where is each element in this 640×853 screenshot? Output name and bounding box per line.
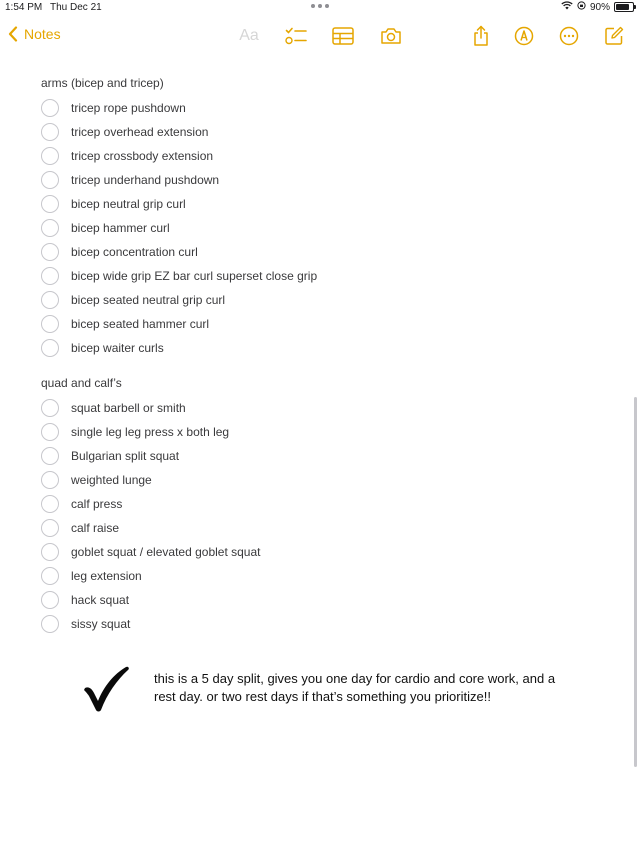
checkbox[interactable] <box>41 123 59 141</box>
checkbox[interactable] <box>41 591 59 609</box>
item-label: hack squat <box>71 593 130 607</box>
item-label: bicep concentration curl <box>71 245 198 259</box>
checkbox[interactable] <box>41 267 59 285</box>
status-indicators <box>561 1 634 13</box>
checklist-item <box>41 288 601 312</box>
checklist-item <box>41 516 601 540</box>
checkbox[interactable] <box>41 543 59 561</box>
checklist-item <box>41 420 601 444</box>
scrollbar[interactable] <box>634 397 637 767</box>
format-text-button[interactable] <box>237 24 261 48</box>
item-label: tricep underhand pushdown <box>71 173 220 187</box>
item-label: single leg leg press x both leg <box>71 425 230 439</box>
pen-tip-icon <box>514 26 534 46</box>
item-label: goblet squat / elevated goblet squat <box>71 545 261 559</box>
item-label: bicep waiter curls <box>71 341 164 355</box>
section-gap <box>41 360 601 374</box>
multitasking-dots-icon[interactable] <box>311 4 329 8</box>
checkbox[interactable] <box>41 615 59 633</box>
checklist-button[interactable] <box>284 24 308 48</box>
status-time: 1:54 PM <box>5 2 43 13</box>
item-label: bicep wide grip EZ bar curl superset close grip <box>71 269 318 283</box>
item-label: bicep neutral grip curl <box>71 197 186 211</box>
wifi-icon <box>561 1 573 13</box>
checklist-item <box>41 192 601 216</box>
ellipsis-circle-icon <box>559 26 579 46</box>
item-label: Bulgarian split squat <box>71 449 180 463</box>
checklist-item <box>41 120 601 144</box>
checkbox[interactable] <box>41 147 59 165</box>
orientation-lock-icon <box>577 1 586 13</box>
checkbox[interactable] <box>41 567 59 585</box>
toolbar <box>0 18 640 54</box>
item-label: calf raise <box>71 521 120 535</box>
status-date: Thu Dec 21 <box>50 2 102 13</box>
checkbox[interactable] <box>41 195 59 213</box>
chevron-left-icon <box>8 26 18 42</box>
item-label: tricep crossbody extension <box>71 149 214 163</box>
checkbox[interactable] <box>41 291 59 309</box>
checklist-item <box>41 240 601 264</box>
checklist-item <box>41 216 601 240</box>
checklist-item <box>41 264 601 288</box>
checkbox[interactable] <box>41 171 59 189</box>
item-label: calf press <box>71 497 123 511</box>
section-arms <box>41 74 601 360</box>
markup-button[interactable] <box>512 24 536 48</box>
table-icon <box>332 27 354 45</box>
checklist-item <box>41 492 601 516</box>
section-quad-calf <box>41 374 601 636</box>
new-note-button[interactable] <box>602 24 626 48</box>
checklist-icon <box>285 26 307 46</box>
back-label: Notes <box>24 26 61 42</box>
table-button[interactable] <box>331 24 355 48</box>
share-icon <box>472 25 490 47</box>
item-label: leg extension <box>71 569 142 583</box>
item-label: bicep seated neutral grip curl <box>71 293 226 307</box>
checklist-item <box>41 144 601 168</box>
checklist-item <box>41 312 601 336</box>
battery-icon <box>614 2 634 12</box>
checkmark-icon <box>80 664 132 714</box>
checklist-item <box>41 444 601 468</box>
item-label: tricep overhead extension <box>71 125 209 139</box>
format-text-label: Aa <box>239 27 259 44</box>
checkbox[interactable] <box>41 471 59 489</box>
checklist-item <box>41 540 601 564</box>
item-label: bicep hammer curl <box>71 221 170 235</box>
checkbox[interactable] <box>41 399 59 417</box>
checklist-item <box>41 612 601 636</box>
share-button[interactable] <box>469 24 493 48</box>
checklist-item <box>41 564 601 588</box>
caption-text: this is a 5 day split, gives you one day for cardio and core work, and a rest day. or two rest days if that’s something you prioritize!! <box>154 671 556 704</box>
back-button[interactable] <box>8 26 61 42</box>
checkbox[interactable] <box>41 243 59 261</box>
section-heading: arms (bicep and tricep) <box>41 76 164 90</box>
checklist-item <box>41 336 601 360</box>
checklist-item <box>41 96 601 120</box>
caption-overlay <box>80 664 556 724</box>
battery-percent: 90% <box>589 1 610 13</box>
checkbox[interactable] <box>41 99 59 117</box>
more-button[interactable] <box>557 24 581 48</box>
checkbox[interactable] <box>41 423 59 441</box>
compose-icon <box>604 26 624 46</box>
checkbox[interactable] <box>41 495 59 513</box>
camera-button[interactable] <box>379 24 403 48</box>
camera-icon <box>380 27 402 45</box>
checkbox[interactable] <box>41 447 59 465</box>
checkbox[interactable] <box>41 219 59 237</box>
item-label: tricep rope pushdown <box>71 101 186 115</box>
item-label: sissy squat <box>71 617 131 631</box>
checkbox[interactable] <box>41 315 59 333</box>
item-label: weighted lunge <box>71 473 152 487</box>
checkbox[interactable] <box>41 519 59 537</box>
checklist-item <box>41 396 601 420</box>
note-body[interactable] <box>41 74 601 636</box>
checklist-item <box>41 468 601 492</box>
checklist-item <box>41 588 601 612</box>
section-heading: quad and calf’s <box>41 376 122 390</box>
status-bar <box>0 0 640 16</box>
checkbox[interactable] <box>41 339 59 357</box>
item-label: squat barbell or smith <box>71 401 186 415</box>
item-label: bicep seated hammer curl <box>71 317 210 331</box>
checklist-item <box>41 168 601 192</box>
